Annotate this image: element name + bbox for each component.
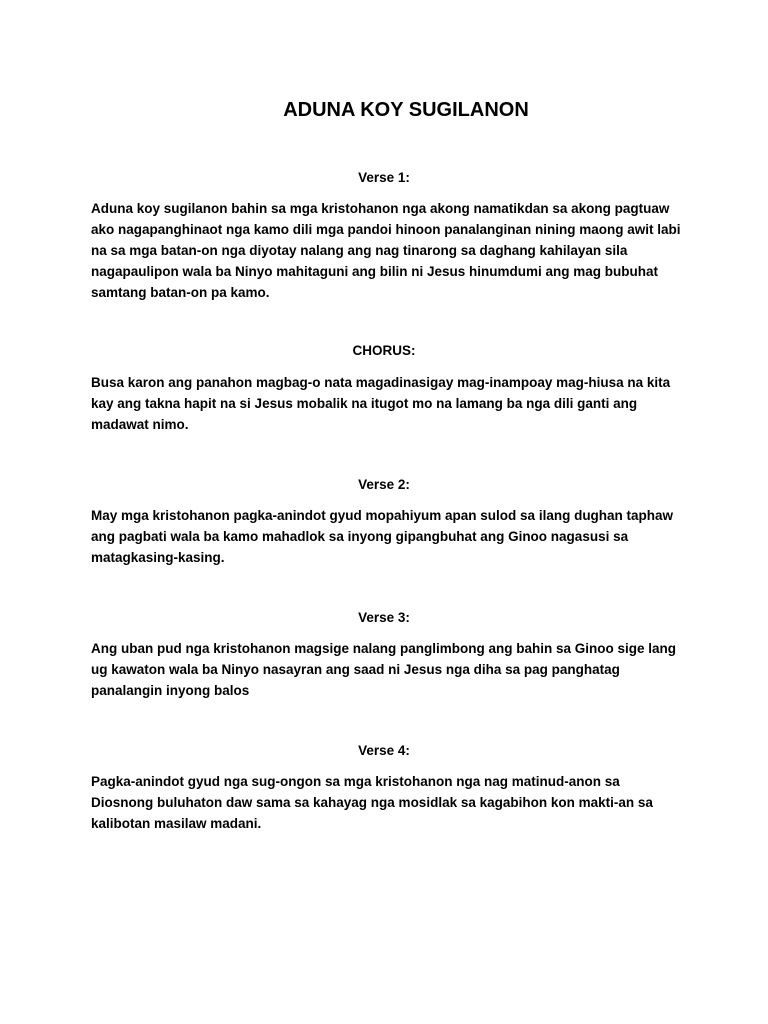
section-heading: Verse 3:	[358, 610, 410, 625]
section-body: Busa karon ang panahon magbag-o nata magadinasigay mag-inampoay mag-hiusa na kita kay ang takna hapit na si Jesus mobalik na itugot mo na lamang ba nga dili ganti ang madawat nimo.	[91, 375, 671, 432]
section-heading: CHORUS:	[352, 343, 416, 358]
section-heading: Verse 2:	[358, 477, 410, 492]
section-body: Aduna koy sugilanon bahin sa mga kristohanon nga akong namatikdan sa akong pagtuaw ako nagapanghinaot nga kamo dili mga pandoi hinoon panalanginan nining maong awit labi na sa mga batan-on nga diyotay nalang ang nag tinarong sa daghang kahilayan sila nagapaulipon wala ba Ninyo mahitaguni ang bilin ni Jesus hinumdumi ang mag bubuhat samtang batan-on pa kamo.	[91, 201, 681, 300]
section-heading: Verse 4:	[358, 743, 410, 758]
section-body: Ang uban pud nga kristohanon magsige nalang panglimbong ang bahin sa Ginoo sige lang ug kawaton wala ba Ninyo nasayran ang saad ni Jesus nga diha sa pag panghatag panalangin inyong balos	[91, 641, 677, 698]
document-title: ADUNA KOY SUGILANON	[283, 99, 529, 121]
section-body: Pagka-anindot gyud nga sug-ongon sa mga kristohanon nga nag matinud-anon sa Diosnong buluhaton daw sama sa kahayag nga mosidlak sa kagabihon kon makti-an sa kalibotan masilaw madani.	[91, 774, 653, 831]
section-body: May mga kristohanon pagka-anindot gyud mopahiyum apan sulod sa ilang dughan taphaw ang pagbati wala ba kamo mahadlok sa inyong gipangbuhat ang Ginoo nagasusi sa matagkasing-kasing.	[91, 508, 674, 565]
section-heading: Verse 1:	[358, 170, 410, 185]
